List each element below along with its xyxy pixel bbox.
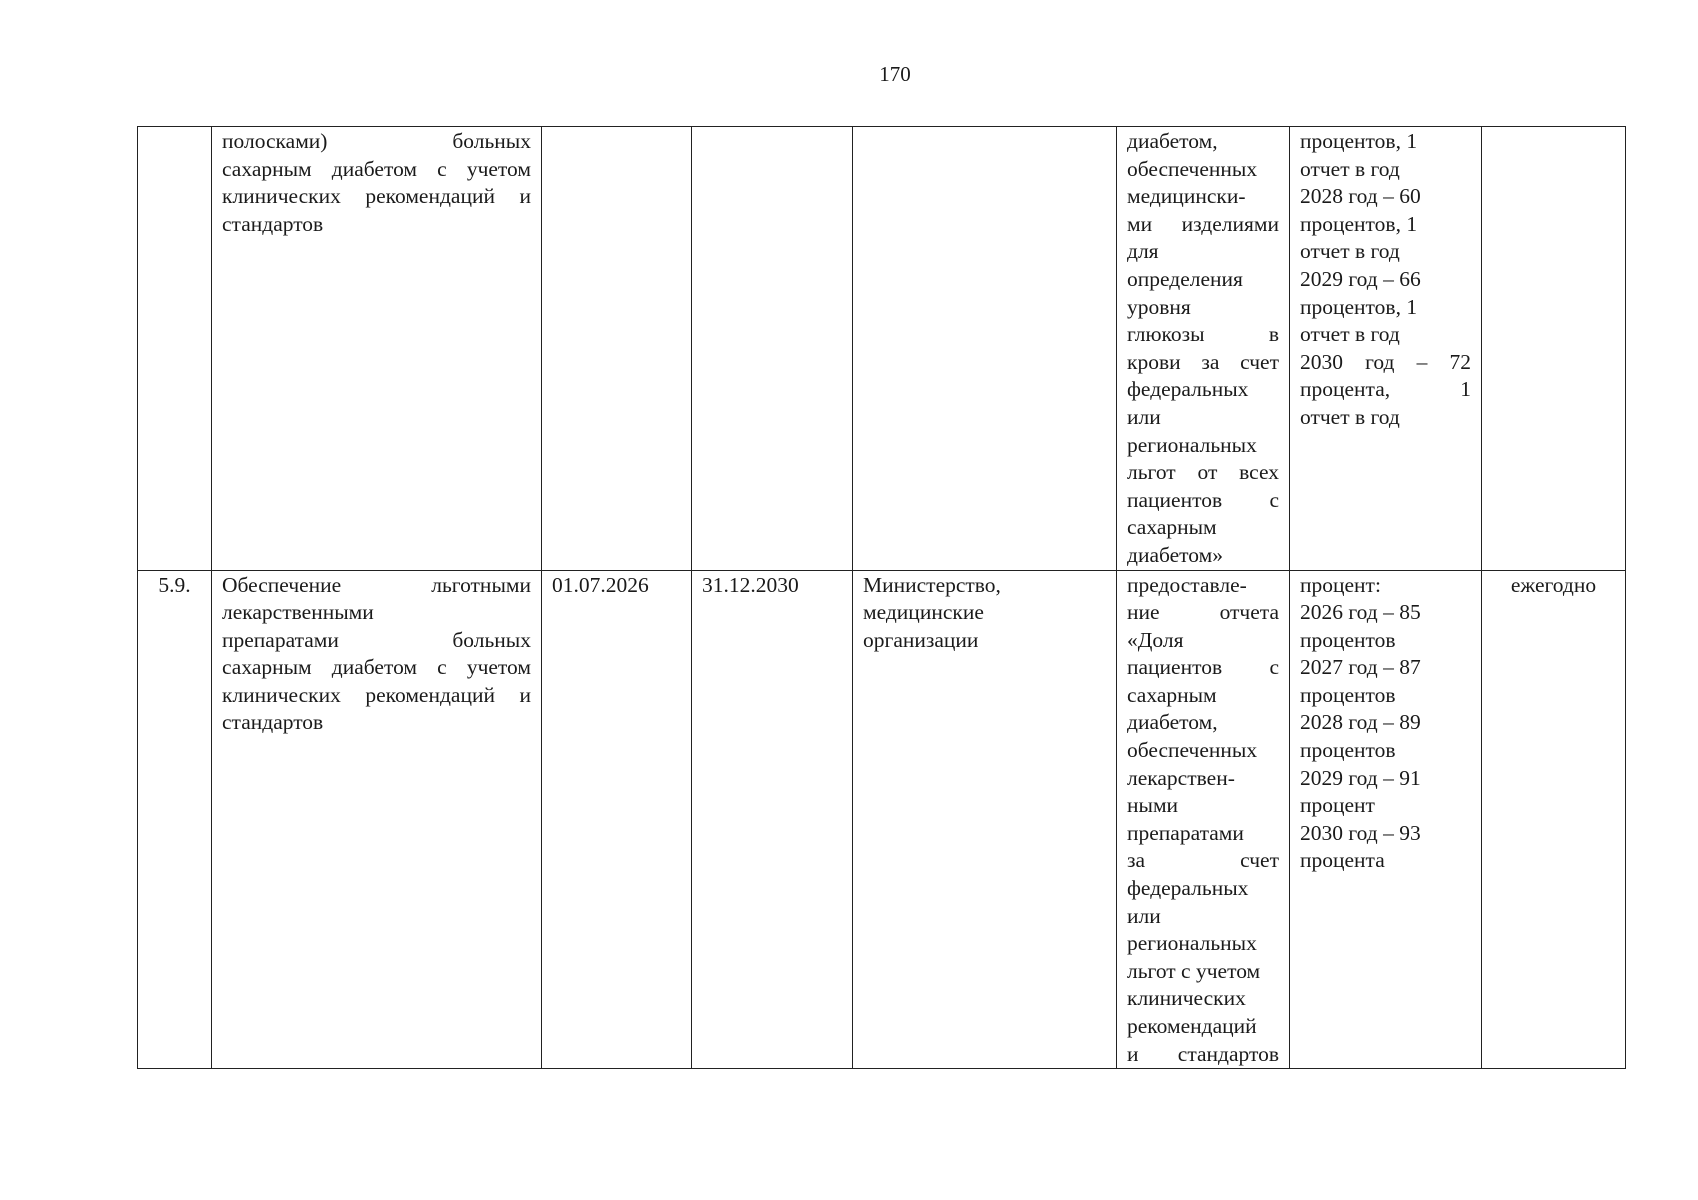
indicator-line: крови за счет [1127,349,1279,374]
indicator-line: диабетом, [1127,710,1218,735]
indicator-line: или [1127,903,1161,928]
indicator-line: ными [1127,793,1179,818]
target-line: 2030 год – 72 [1300,349,1471,374]
table-row [138,570,1626,1069]
target-line: 2028 год – 89 [1300,710,1421,735]
indicator-line: ние отчета [1127,600,1279,625]
row-number-cell: 5.9. [138,570,212,1069]
target-cell [1290,570,1482,1069]
end-date-cell [692,127,853,571]
indicator-line: льгот с учетом [1127,958,1261,983]
plan-table [137,126,1626,1069]
target-line: процент: [1300,572,1381,597]
target-line: 2027 год – 87 [1300,655,1421,680]
row-number-cell [138,127,212,571]
start-date-cell [542,127,692,571]
target-line: отчет в год [1300,239,1400,264]
target-line: 2030 год – 93 [1300,820,1421,845]
activity-cell [212,127,542,571]
responsible-line: Министерство, [863,572,1001,597]
responsible-cell [853,570,1117,1069]
target-line: 2029 год – 66 [1300,266,1421,291]
end-date-cell: 31.12.2030 [692,570,853,1069]
target-line: процент [1300,793,1375,818]
indicator-line: за счет [1127,848,1279,873]
indicator-line: «Доля [1127,627,1184,652]
start-date-cell: 01.07.2026 [542,570,692,1069]
target-line: процента [1300,848,1385,873]
responsible-cell [853,127,1117,571]
target-line: процентов, 1 [1300,211,1418,236]
target-line: отчет в год [1300,322,1400,347]
target-line: 2028 год – 60 [1300,184,1421,209]
activity-line: препаратами больных [222,627,531,652]
activity-line: сахарным диабетом с учетом [222,156,531,181]
indicator-line: федеральных [1127,876,1249,901]
indicator-line: региональных [1127,931,1257,956]
indicator-line: региональных [1127,432,1257,457]
periodicity-cell [1482,127,1626,571]
target-line: 2029 год – 91 [1300,765,1421,790]
target-cell [1290,127,1482,571]
indicator-line: сахарным [1127,682,1217,707]
indicator-line: обеспеченных [1127,738,1258,763]
activity-line: клинических рекомендаций и [222,682,531,707]
indicator-line: рекомендаций [1127,1014,1257,1038]
indicator-line: глюкозы в [1127,322,1279,347]
activity-line: клинических рекомендаций и [222,184,531,209]
target-line: процентов [1300,682,1396,707]
activity-line: Обеспечение льготными [222,572,531,597]
indicator-line: ми изделиями [1127,211,1279,236]
activity-line: стандартов [222,211,324,236]
activity-line: лекарственными [222,600,374,625]
activity-line: сахарным диабетом с учетом [222,655,531,680]
activity-line: полосками) больных [222,129,531,153]
indicator-line: диабетом, [1127,129,1218,153]
table-row [138,127,1626,571]
target-line: процентов [1300,627,1396,652]
target-line: процентов, 1 [1300,294,1418,319]
page-number: 170 [879,62,911,86]
indicator-line: для [1127,239,1159,264]
indicator-line: федеральных [1127,377,1249,402]
activity-line: стандартов [222,710,324,735]
indicator-line: уровня [1127,294,1191,319]
target-line: процента, 1 [1300,377,1471,402]
indicator-line: пациентов с [1127,487,1279,512]
indicator-line: диабетом» [1127,542,1223,567]
indicator-line: определения [1127,266,1243,291]
indicator-cell [1117,127,1290,571]
indicator-line: лекарствен- [1127,765,1235,790]
indicator-line: медицински- [1127,184,1246,209]
indicator-line: пациентов с [1127,655,1279,680]
target-line: отчет в год [1300,156,1400,181]
responsible-line: медицинские [863,600,984,625]
activity-cell [212,570,542,1069]
responsible-line: организации [863,627,979,652]
target-line: процентов [1300,738,1396,763]
indicator-line: препаратами [1127,820,1244,845]
indicator-line: или [1127,404,1161,429]
indicator-line: предоставле- [1127,572,1247,597]
target-line: отчет в год [1300,404,1400,429]
indicator-cell [1117,570,1290,1069]
target-line: 2026 год – 85 [1300,600,1421,625]
indicator-line: клинических [1127,986,1246,1011]
indicator-line: сахарным [1127,515,1217,540]
indicator-line: льгот от всех [1127,460,1279,485]
indicator-line: обеспеченных [1127,156,1258,181]
periodicity-cell: ежегодно [1482,570,1626,1069]
indicator-line: и стандартов [1127,1041,1279,1066]
target-line: процентов, 1 [1300,129,1418,153]
